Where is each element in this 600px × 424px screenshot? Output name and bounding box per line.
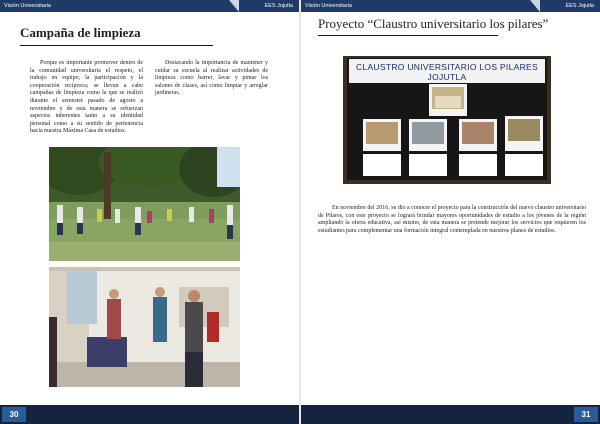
header-brand-left: EES Jojutla — [264, 3, 293, 9]
header-bar-right — [301, 0, 600, 12]
header-section-right: Visión Universitaria — [305, 3, 352, 9]
page-number-left: 30 — [2, 407, 26, 422]
page-title-left: Campaña de limpieza — [20, 25, 141, 40]
claustro-board-photo — [343, 56, 551, 184]
header-bar-left — [0, 0, 299, 12]
cleanup-classroom-photo — [49, 267, 240, 387]
page-spine — [299, 0, 301, 424]
header-brand-right: EES Jojutla — [565, 3, 594, 9]
header-section-left: Visión Universitaria — [4, 3, 51, 9]
page-title-right: Proyecto “Claustro universitario los pilares” — [318, 16, 549, 31]
paragraph-left-2: Destacando la importancia de mantener y cuidar su escuela al realizar actividades de limpieza como barrer, lavar y pintar los salones de clases, así como limpiar y arreglar jardineras. — [155, 60, 268, 97]
paragraph-right: En noviembre del 2016, se dio a conocer el proyecto para la construcción del nuevo claustro universitario de Pilares, con este proyecto se logrará brindar mayores oportunidades de estudio a los jóvenes de la región ampliando la oferta educativa, así mismo, de esta manera se pretende mejorar los servicios que requieren los estudiantes para complementar una formación integral contemplada en nuestros planes de estudios. — [318, 205, 586, 234]
footer-bar-left — [0, 405, 299, 424]
board-sign-text: CLAUSTRO UNIVERSITARIO LOS PILARES JOJUTLA — [356, 62, 538, 82]
paragraph-left-1: Porque es importante promover dentro de la comunidad universitaria el respeto, el trabajo en equipo, la participación y la cooperación recíproca; se llevan a cabo campañas de limpieza como la que se realizó durante el semestre pasado de agosto a noviembre y de esta manera se refuerzan aspectos inherentes tanto a su identidad personal como a su sentido de pertenencia hacia nuestra Máxima Casa de estudios. — [30, 60, 143, 135]
cleanup-outdoor-photo — [49, 147, 240, 261]
footer-bar-right — [301, 405, 600, 424]
title-rule-left — [20, 45, 213, 46]
title-rule-right — [318, 35, 498, 36]
page-number-right: 31 — [574, 407, 598, 422]
